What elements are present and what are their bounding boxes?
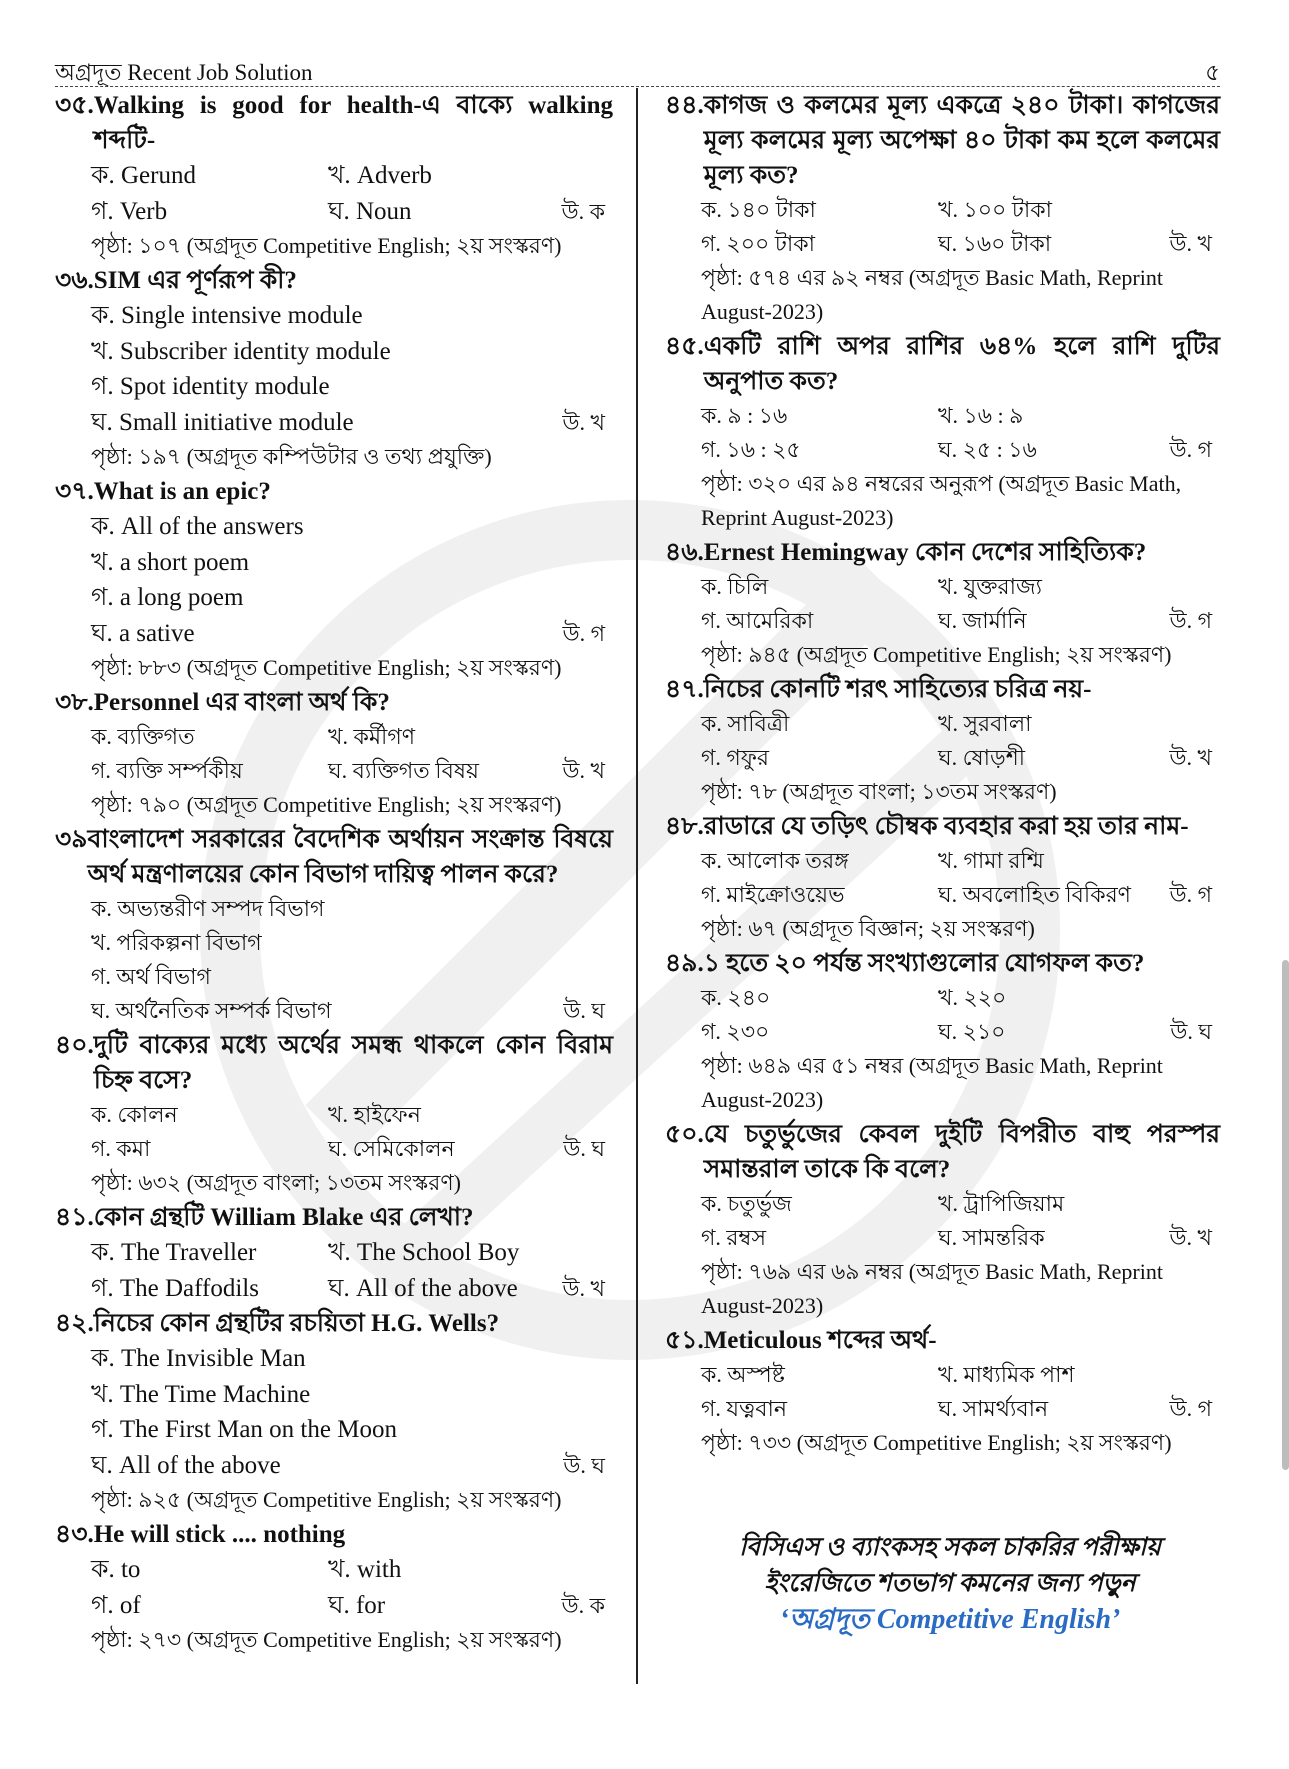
option-row (91, 158, 613, 194)
options-list (665, 981, 1220, 1049)
question-text: কোন গ্রন্থটি William Blake এর লেখা? (93, 1204, 474, 1231)
option-row (701, 707, 1220, 741)
question-text: Meticulous শব্দের অর্থ- (703, 1327, 937, 1354)
option-row (701, 399, 1220, 433)
option: ক. The Traveller (91, 1239, 257, 1266)
answer-label: উ. খ (1169, 231, 1212, 256)
question-block (665, 535, 1220, 672)
option (91, 334, 613, 370)
book-title: অগ্রদূত Recent Job Solution (55, 60, 313, 85)
question-block (55, 474, 613, 685)
option: ক. কোলন (91, 1102, 178, 1127)
question-number: ৪৪. (665, 92, 704, 119)
option-row (701, 1358, 1220, 1392)
question-heading (665, 1323, 1220, 1358)
question-block (55, 263, 613, 474)
option: খ. যুক্তরাজ্য (938, 574, 1043, 599)
question-number: ৫০. (665, 1121, 704, 1148)
question-text: নিচের কোন গ্রন্থটির রচয়িতা H.G. Wells? (93, 1310, 500, 1337)
question-text: Ernest Hemingway কোন দেশের সাহিত্যিক? (703, 539, 1147, 566)
option-row (91, 1235, 613, 1271)
option (91, 616, 613, 652)
promo-brand: ‘অগ্রদূত Competitive English’ (779, 1604, 1121, 1635)
option: খ. The School Boy (328, 1239, 520, 1266)
options-list (665, 399, 1220, 467)
option (91, 580, 613, 616)
option: ক. আলোক তরঙ্গ (701, 848, 849, 873)
option-text: ঘ. Small initiative module (91, 408, 354, 436)
option: গ. যত্নবান (701, 1396, 787, 1421)
page-reference: পৃষ্ঠা: ১০৭ (অগ্রদূত Competitive English; ২য় সংস্করণ) (91, 233, 562, 258)
page-reference: পৃষ্ঠা: ৯৪৫ (অগ্রদূত Competitive English; ২য় সংস্করণ) (701, 642, 1172, 667)
question-text: রাডারে যে তড়িৎ চৌম্বক ব্যবহার করা হয় তার নাম- (703, 813, 1189, 840)
option: ক. অস্পষ্ট (701, 1362, 785, 1387)
page-reference: পৃষ্ঠা: ৬৩২ (অগ্রদূত বাংলা; ১৩তম সংস্করণ) (91, 1170, 461, 1195)
answer-label: উ. গ (1169, 882, 1212, 907)
question-number: ৩৬. (55, 267, 94, 294)
option-text: গ. a long poem (91, 584, 244, 611)
question-heading (55, 822, 613, 892)
option: খ. ট্রাপিজিয়াম (938, 1191, 1065, 1216)
option (91, 545, 613, 581)
option-row (91, 720, 613, 754)
question-number: ৪৮. (665, 813, 704, 840)
question-block (665, 88, 1220, 329)
page-reference: পৃষ্ঠা: ৩২০ এর ৯৪ নম্বরের অনুরূপ (অগ্রদূত Basic Math, Reprint August-2023) (701, 471, 1182, 530)
option-row (701, 570, 1220, 604)
option-row (701, 433, 1220, 467)
question-block (665, 809, 1220, 946)
options-list (55, 892, 613, 1028)
option-row (701, 878, 1220, 912)
page-reference: পৃষ্ঠা: ৭৩৩ (অগ্রদূত Competitive English; ২য় সংস্করণ) (701, 1430, 1172, 1455)
question-number: ৪৫. (665, 333, 704, 360)
answer-label: উ. খ (562, 758, 605, 783)
option-row (701, 741, 1220, 775)
option: খ. গামা রশ্মি (938, 848, 1044, 873)
option-row (91, 754, 613, 788)
option-row (701, 1187, 1220, 1221)
option: গ. ২৩০ (701, 1019, 770, 1044)
option (91, 1412, 613, 1448)
option: গ. আমেরিকা (701, 608, 814, 633)
question-block (55, 1306, 613, 1517)
page-reference: পৃষ্ঠা: ৬৭ (অগ্রদূত বিজ্ঞান; ২য় সংস্করণ) (701, 916, 1035, 941)
left-column (55, 88, 613, 1657)
answer-label: উ. গ (1169, 1396, 1212, 1421)
option: ক. চতুর্ভুজ (701, 1191, 792, 1216)
option-row (91, 1271, 613, 1307)
option: খ. ১৬ : ৯ (938, 403, 1024, 428)
option-row (701, 1015, 1220, 1049)
option: ক. Gerund (91, 162, 196, 189)
option: গ. ২০০ টাকা (701, 231, 815, 256)
option (91, 298, 613, 334)
option: খ. Adverb (328, 162, 432, 189)
options-list (665, 707, 1220, 775)
answer-label: উ. গ (562, 620, 605, 646)
options-list (665, 193, 1220, 261)
option-text: ঘ. অর্থনৈতিক সম্পর্ক বিভাগ (91, 998, 332, 1023)
options-list (55, 1098, 613, 1166)
option-text: ক. All of the answers (91, 513, 304, 540)
option: খ. মাধ্যমিক পাশ (938, 1362, 1075, 1387)
question-heading (665, 535, 1220, 570)
question-text: Personnel এর বাংলা অর্থ কি? (93, 689, 390, 716)
option: খ. হাইফেন (328, 1102, 421, 1127)
option (91, 926, 613, 960)
question-number: ৩৮. (55, 689, 94, 716)
question-number: ৩৭. (55, 478, 94, 505)
question-heading (665, 946, 1220, 981)
page-reference: পৃষ্ঠা: ৬৪৯ এর ৫১ নম্বর (অগ্রদূত Basic Math, Reprint August-2023) (701, 1053, 1163, 1112)
question-block (665, 946, 1220, 1117)
option: গ. ব্যক্তি সর্ম্পকীয় (91, 758, 243, 783)
question-number: ৪৩. (55, 1521, 94, 1548)
option: ঘ. All of the above (328, 1274, 518, 1302)
option (91, 960, 613, 994)
question-text: Walking is good for health-এ বাক্যে walking শব্দটি- (93, 92, 613, 154)
question-text: ১ হতে ২০ পর্যন্ত সংখ্যাগুলোর যোগফল কত? (703, 950, 1145, 977)
question-heading (55, 263, 613, 298)
question-number: ৩৫. (55, 92, 94, 119)
question-block (55, 685, 613, 822)
option-text: ক. Single intensive module (91, 302, 363, 329)
question-heading (55, 1028, 613, 1098)
question-block (55, 822, 613, 1028)
answer-label: উ. খ (562, 1275, 605, 1301)
option-row (91, 1552, 613, 1588)
option-text: খ. Subscriber identity module (91, 337, 391, 365)
option: খ. সুরবালা (938, 711, 1032, 736)
question-text: What is an epic? (93, 478, 271, 505)
option: খ. ১০০ টাকা (938, 197, 1052, 222)
option: ক. ব্যক্তিগত (91, 724, 195, 749)
option-row (701, 1392, 1220, 1426)
options-list (55, 720, 613, 788)
option: ঘ. ২৫ : ১৬ (938, 437, 1037, 462)
option: গ. The Daffodils (91, 1274, 259, 1302)
options-list (55, 509, 613, 651)
question-number: ৩৯ (55, 826, 88, 853)
option: ঘ. অবলোহিত বিকিরণ (938, 882, 1131, 907)
question-block (665, 329, 1220, 535)
question-number: ৪৯. (665, 950, 704, 977)
promo-line-1: বিসিএস ও ব্যাংকসহ সকল চাকরির পরীক্ষায় (739, 1534, 1161, 1561)
option: ঘ. ১৬০ টাকা (938, 231, 1052, 256)
page-reference: পৃষ্ঠা: ৭৮ (অগ্রদূত বাংলা; ১৩তম সংস্করণ) (701, 779, 1057, 804)
answer-label: উ. খ (1169, 1225, 1212, 1250)
question-number: ৪১. (55, 1204, 94, 1231)
page-reference: পৃষ্ঠা: ৯২৫ (অগ্রদূত Competitive English; ২য় সংস্করণ) (91, 1487, 562, 1512)
option: ঘ. সামর্থ্যবান (938, 1396, 1049, 1421)
answer-label: উ. ঘ (563, 998, 605, 1023)
question-heading (55, 1200, 613, 1235)
question-text: যে চতুর্ভুজের কেবল দুইটি বিপরীত বাহু পরস্পর সমান্তরাল তাকে কি বলে? (703, 1121, 1220, 1183)
option: খ. with (328, 1556, 402, 1583)
option-row (91, 1588, 613, 1624)
question-heading (665, 329, 1220, 399)
option: গ. of (91, 1591, 141, 1619)
answer-label: উ. ঘ (1170, 1019, 1212, 1044)
question-text: বাংলাদেশ সরকারের বৈদেশিক অর্থায়ন সংক্রান্ত বিষয়ে অর্থ মন্ত্রণালয়ের কোন বিভাগ দায়িত্ব পালন করে? (87, 826, 613, 888)
option: গ. মাইক্রোওয়েভ (701, 882, 845, 907)
option: ঘ. Noun (328, 197, 412, 225)
question-block (665, 1117, 1220, 1323)
option: খ. ২২০ (938, 985, 1007, 1010)
column-divider (636, 88, 638, 1684)
page-reference: পৃষ্ঠা: ১৯৭ (অগ্রদূত কম্পিউটার ও তথ্য প্রযুক্তি) (91, 444, 492, 469)
option: গ. কমা (91, 1136, 151, 1161)
option-text: গ. অর্থ বিভাগ (91, 964, 211, 989)
option-text: ঘ. All of the above (91, 1451, 281, 1479)
question-heading (55, 88, 613, 158)
option-row (91, 1132, 613, 1166)
page-reference: পৃষ্ঠা: ৫৭৪ এর ৯২ নম্বর (অগ্রদূত Basic Math, Reprint August-2023) (701, 265, 1163, 324)
option: ক. চিলি (701, 574, 769, 599)
option-text: খ. পরিকল্পনা বিভাগ (91, 930, 262, 955)
options-list (665, 570, 1220, 638)
option (91, 1377, 613, 1413)
option (91, 892, 613, 926)
option: ক. ২৪০ (701, 985, 771, 1010)
option (91, 405, 613, 441)
option: ঘ. for (328, 1591, 386, 1619)
option-row (91, 1098, 613, 1132)
page-reference: পৃষ্ঠা: ৭৬৯ এর ৬৯ নম্বর (অগ্রদূত Basic Math, Reprint August-2023) (701, 1259, 1163, 1318)
question-number: ৪০. (55, 1032, 94, 1059)
question-number: ৪৬. (665, 539, 704, 566)
option: গ. Verb (91, 197, 168, 225)
option: ঘ. ২১০ (938, 1019, 1006, 1044)
option-row (701, 193, 1220, 227)
option (91, 1448, 613, 1484)
option (91, 369, 613, 405)
right-column (665, 88, 1220, 1460)
option-row (91, 194, 613, 230)
options-list (55, 158, 613, 229)
option (91, 509, 613, 545)
options-list (665, 1358, 1220, 1426)
page-reference: পৃষ্ঠা: ২৭৩ (অগ্রদূত Competitive English; ২য় সংস্করণ) (91, 1627, 562, 1652)
answer-label: উ. খ (1169, 745, 1212, 770)
option-row (701, 981, 1220, 1015)
option (91, 994, 613, 1028)
question-heading (665, 88, 1220, 193)
option: খ. কর্মীগণ (328, 724, 416, 749)
question-heading (55, 1306, 613, 1341)
option-text: খ. a short poem (91, 548, 250, 576)
question-text: নিচের কোনটি শরৎ সাহিত্যের চরিত্র নয়- (703, 676, 1092, 703)
option-text: খ. The Time Machine (91, 1380, 311, 1408)
option-text: গ. Spot identity module (91, 373, 330, 400)
option: ক. ৯ : ১৬ (701, 403, 788, 428)
question-block (55, 88, 613, 263)
question-heading (55, 1517, 613, 1552)
page-header (55, 52, 1220, 87)
answer-label: উ. খ (562, 409, 605, 435)
option-row (701, 844, 1220, 878)
question-number: ৪২. (55, 1310, 94, 1337)
question-text: দুটি বাক্যের মধ্যে অর্থের সমন্ধ থাকলে কোন বিরাম চিহ্ন বসে? (93, 1032, 613, 1094)
question-heading (55, 685, 613, 720)
option (91, 1341, 613, 1377)
option: গ. রম্বস (701, 1225, 767, 1250)
question-text: He will stick .... nothing (93, 1521, 346, 1548)
options-list (55, 1341, 613, 1483)
question-text: কাগজ ও কলমের মূল্য একত্রে ২৪০ টাকা। কাগজের মূল্য কলমের মূল্য অপেক্ষা ৪০ টাকা কম হলে কলমের মূল্য কত? (703, 92, 1220, 189)
scrollbar-thumb[interactable] (1282, 960, 1289, 1470)
option-row (701, 604, 1220, 638)
option-text: ঘ. a sative (91, 619, 195, 647)
options-list (55, 298, 613, 440)
option-row (701, 1221, 1220, 1255)
option-text: গ. The First Man on the Moon (91, 1416, 397, 1443)
question-block (665, 1323, 1220, 1460)
option: গ. গফুর (701, 745, 770, 770)
promo-line-2: ইংরেজিতে শতভাগ কমনের জন্য পড়ুন (764, 1570, 1136, 1597)
option: গ. ১৬ : ২৫ (701, 437, 801, 462)
option: ক. সাবিত্রী (701, 711, 790, 736)
option: ঘ. ব্যক্তিগত বিষয় (328, 758, 479, 783)
option: ঘ. জার্মানি (938, 608, 1027, 633)
answer-label: উ. ঘ (563, 1136, 605, 1161)
option: ক. to (91, 1556, 141, 1583)
question-block (55, 1028, 613, 1200)
question-number: ৪৭. (665, 676, 704, 703)
question-heading (55, 474, 613, 509)
option-row (701, 227, 1220, 261)
promo-ad (690, 1530, 1210, 1638)
question-block (55, 1200, 613, 1306)
question-text: SIM এর পূর্ণরূপ কী? (93, 267, 297, 294)
answer-label: উ. গ (1169, 608, 1212, 633)
options-list (55, 1552, 613, 1623)
answer-label: উ. ক (561, 198, 605, 224)
question-text: একটি রাশি অপর রাশির ৬৪% হলে রাশি দুটির অনুপাত কত? (703, 333, 1220, 395)
options-list (665, 844, 1220, 912)
question-block (665, 672, 1220, 809)
answer-label: উ. গ (1169, 437, 1212, 462)
option: ঘ. সেমিকোলন (328, 1136, 455, 1161)
question-heading (665, 809, 1220, 844)
answer-label: উ. ঘ (563, 1452, 605, 1478)
option-text: ক. The Invisible Man (91, 1345, 306, 1372)
option: ঘ. সামন্তরিক (938, 1225, 1045, 1250)
options-list (55, 1235, 613, 1306)
page-reference: পৃষ্ঠা: ৭৯০ (অগ্রদূত Competitive English; ২য় সংস্করণ) (91, 792, 562, 817)
question-heading (665, 672, 1220, 707)
answer-label: উ. ক (561, 1592, 605, 1618)
question-heading (665, 1117, 1220, 1187)
option-text: ক. অভ্যন্তরীণ সম্পদ বিভাগ (91, 896, 325, 921)
option: ক. ১৪০ টাকা (701, 197, 816, 222)
question-block (55, 1517, 613, 1657)
page-reference: পৃষ্ঠা: ৮৮৩ (অগ্রদূত Competitive English; ২য় সংস্করণ) (91, 655, 562, 680)
options-list (665, 1187, 1220, 1255)
page-number: ৫ (1205, 60, 1220, 85)
option: ঘ. ষোড়শী (938, 745, 1026, 770)
question-number: ৫১. (665, 1327, 704, 1354)
